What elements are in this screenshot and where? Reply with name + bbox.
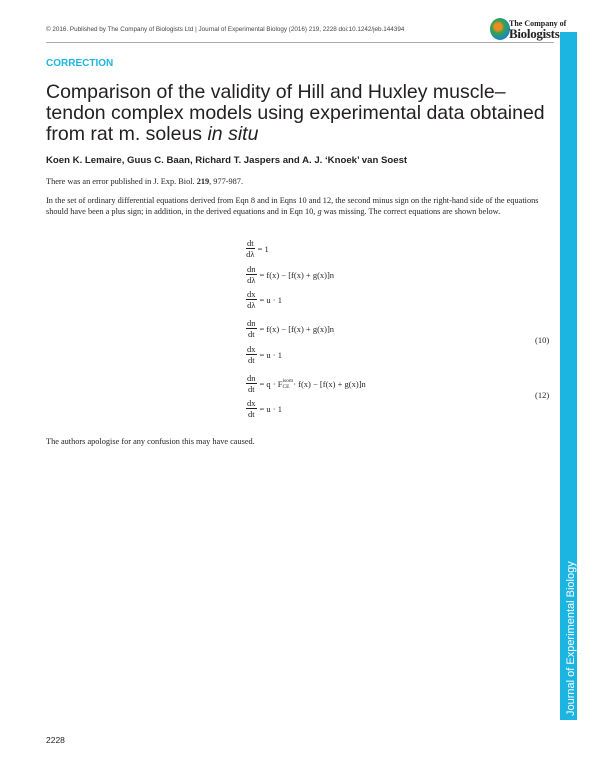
eq-rhs: = 1	[257, 243, 269, 254]
eq-numerator: dn	[247, 264, 256, 274]
eq-numerator: dx	[247, 289, 256, 299]
eq-denominator: dt	[247, 329, 255, 339]
equation-7	[246, 398, 282, 419]
eq-rhs: = q · F	[259, 378, 283, 389]
eq-rhs: = u · 1	[259, 349, 282, 360]
error-statement	[46, 177, 243, 188]
eq-numerator: dt	[247, 238, 254, 248]
journal-side-strip	[560, 32, 577, 720]
equation-label-12: (12)	[535, 390, 550, 400]
journal-name-vertical: Journal of Experimental Biology	[565, 561, 577, 716]
eq-denominator: dλ	[246, 249, 255, 259]
paragraph-variable: g	[317, 206, 322, 216]
logo-text-top: The Company of	[509, 19, 567, 28]
eq-denominator: dλ	[247, 300, 256, 310]
equation-3	[246, 289, 282, 310]
page-number: 2228	[46, 735, 65, 745]
article-type: CORRECTION	[46, 58, 114, 69]
eq-numerator: dn	[247, 373, 256, 383]
eq-numerator: dx	[247, 344, 256, 354]
logo-globe-icon	[490, 18, 510, 40]
eq-rhs: = f(x) − [f(x) + g(x)]n	[259, 269, 335, 280]
error-pages: , 977-987.	[209, 177, 244, 186]
correction-paragraph	[46, 196, 554, 217]
title-main: Comparison of the validity of Hill and Huxley muscle–tendon complex models using experimental data obtained from rat m. soleus	[46, 81, 545, 145]
equation-label-10: (10)	[535, 335, 550, 345]
eq-denominator: dλ	[247, 275, 256, 285]
equation-6	[246, 373, 366, 394]
equation-2	[246, 264, 334, 285]
apology: The authors apologise for any confusion this may have caused.	[46, 437, 255, 446]
logo-text-bottom: Biologists	[509, 26, 560, 41]
title-italic: in situ	[207, 123, 259, 145]
eq-numerator: dn	[247, 318, 256, 328]
equation-5	[246, 344, 282, 365]
authors: Koen K. Lemaire, Guus C. Baan, Richard T. Jaspers and A. J. ‘Knoek’ van Soest	[46, 155, 408, 166]
paragraph-text: In the set of ordinary differential equations derived from Eqn 8 and in Eqns 10 and 12, the second minus sign on the right-hand side of the equations should have been a plus sign; in addition, in the derived equations and in Eqn 10,	[46, 196, 539, 216]
eq-superscript: isom	[282, 377, 294, 384]
eq-scripts	[282, 378, 293, 390]
paragraph-text-end: was missing. The correct equations are shown below.	[321, 206, 501, 216]
eq-denominator: dt	[247, 409, 255, 419]
company-of-biologists-logo[interactable]	[490, 16, 567, 44]
equation-1	[246, 238, 269, 259]
eq-subscript: CE	[282, 383, 290, 390]
eq-rhs: = f(x) − [f(x) + g(x)]n	[259, 323, 335, 334]
eq-numerator: dx	[247, 398, 256, 408]
eq-denominator: dt	[247, 384, 255, 394]
article-title	[46, 82, 546, 145]
error-intro: There was an error published in J. Exp. Biol.	[46, 177, 197, 186]
eq-rhs: = u · 1	[259, 294, 282, 305]
eq-rhs-end: · f(x) − [f(x) + g(x)]n	[293, 378, 366, 389]
error-volume: 219	[196, 177, 210, 186]
eq-denominator: dt	[247, 355, 255, 365]
eq-rhs: = u · 1	[259, 403, 282, 414]
citation-header: © 2016. Published by The Company of Biologists Ltd | Journal of Experimental Biology (2016) 219, 2228 doi:10.1242/jeb.144394	[46, 26, 405, 33]
header-divider	[46, 42, 554, 43]
equation-4	[246, 318, 334, 339]
